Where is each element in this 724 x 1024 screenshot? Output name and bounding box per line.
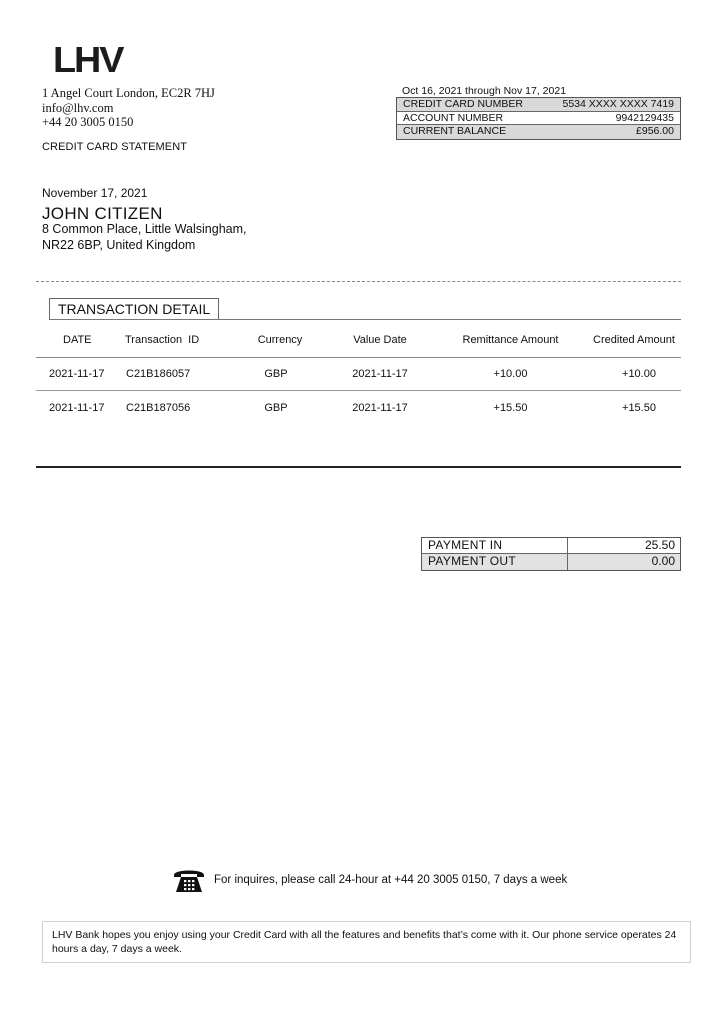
payment-value: 25.50	[644, 538, 675, 552]
summary-value: 9942129435	[615, 111, 674, 124]
contact-line	[172, 866, 567, 894]
table-row	[36, 358, 681, 391]
transaction-table	[36, 322, 681, 424]
column-header-remittance-amount: Remittance Amount	[462, 333, 559, 346]
bank-contact-block	[42, 86, 215, 130]
summary-value: £956.00	[636, 125, 674, 137]
footer-note: LHV Bank hopes you enjoy using your Credit Card with all the features and benefits that’s come with it. Our phone service operates 24 hours a day, 7 days a week.	[42, 921, 691, 963]
cell-date: 2021-11-17	[49, 401, 105, 414]
cell-remittance-amount: +15.50	[493, 401, 528, 414]
dashed-divider	[36, 281, 681, 282]
payment-label: PAYMENT IN	[422, 538, 568, 553]
payment-value: 0.00	[651, 554, 675, 568]
summary-label: CURRENT BALANCE	[403, 125, 507, 137]
statement-period: Oct 16, 2021 through Nov 17, 2021	[402, 85, 567, 97]
summary-row-current-balance	[397, 125, 680, 139]
bank-logo: LHV	[53, 39, 123, 80]
payment-row-in	[422, 538, 680, 554]
summary-row-account-number	[397, 112, 680, 126]
bank-address: 1 Angel Court London, EC2R 7HJ	[42, 86, 215, 100]
summary-label: CREDIT CARD NUMBER	[403, 98, 523, 110]
payment-row-out	[422, 554, 680, 570]
cell-currency: GBP	[264, 401, 288, 414]
customer-name: JOHN CITIZEN	[42, 204, 163, 223]
account-summary-table	[396, 97, 681, 140]
cell-value-date: 2021-11-17	[352, 368, 408, 380]
column-header-date: DATE	[63, 333, 92, 346]
cell-remittance-amount: +10.00	[493, 368, 528, 380]
column-header-value-date: Value Date	[353, 333, 407, 346]
section-divider	[49, 319, 681, 320]
telephone-icon	[172, 866, 206, 894]
customer-address-line2: NR22 6BP, United Kingdom	[42, 237, 196, 252]
cell-credited-amount: +10.00	[622, 368, 656, 380]
payment-summary-table	[421, 537, 681, 571]
column-header-currency: Currency	[257, 333, 303, 346]
statement-date: November 17, 2021	[42, 186, 148, 200]
transaction-section-title: TRANSACTION DETAIL	[49, 298, 219, 319]
cell-currency: GBP	[264, 368, 288, 380]
cell-transaction-id: C21B187056	[126, 401, 191, 414]
column-header-credited-amount: Credited Amount	[593, 333, 675, 346]
cell-credited-amount: +15.50	[622, 401, 656, 414]
document-type: CREDIT CARD STATEMENT	[42, 141, 188, 153]
cell-value-date: 2021-11-17	[352, 401, 408, 414]
payment-label: PAYMENT OUT	[422, 554, 568, 570]
bank-email: info@lhv.com	[42, 100, 114, 115]
table-bottom-rule	[36, 466, 681, 468]
contact-text: For inquires, please call 24-hour at +44 20 3005 0150, 7 days a week	[214, 874, 568, 886]
cell-date: 2021-11-17	[49, 368, 105, 380]
cell-transaction-id: C21B186057	[126, 368, 191, 380]
table-row	[36, 391, 681, 424]
column-header-transaction-id: Transaction ID	[125, 333, 200, 346]
summary-label: ACCOUNT NUMBER	[403, 111, 504, 124]
customer-address	[42, 222, 246, 253]
summary-value: 5534 XXXX XXXX 7419	[562, 98, 674, 110]
summary-row-card-number	[397, 98, 680, 112]
customer-address-line1: 8 Common Place, Little Walsingham,	[42, 222, 247, 236]
table-header	[36, 322, 681, 358]
bank-phone: +44 20 3005 0150	[42, 115, 134, 129]
